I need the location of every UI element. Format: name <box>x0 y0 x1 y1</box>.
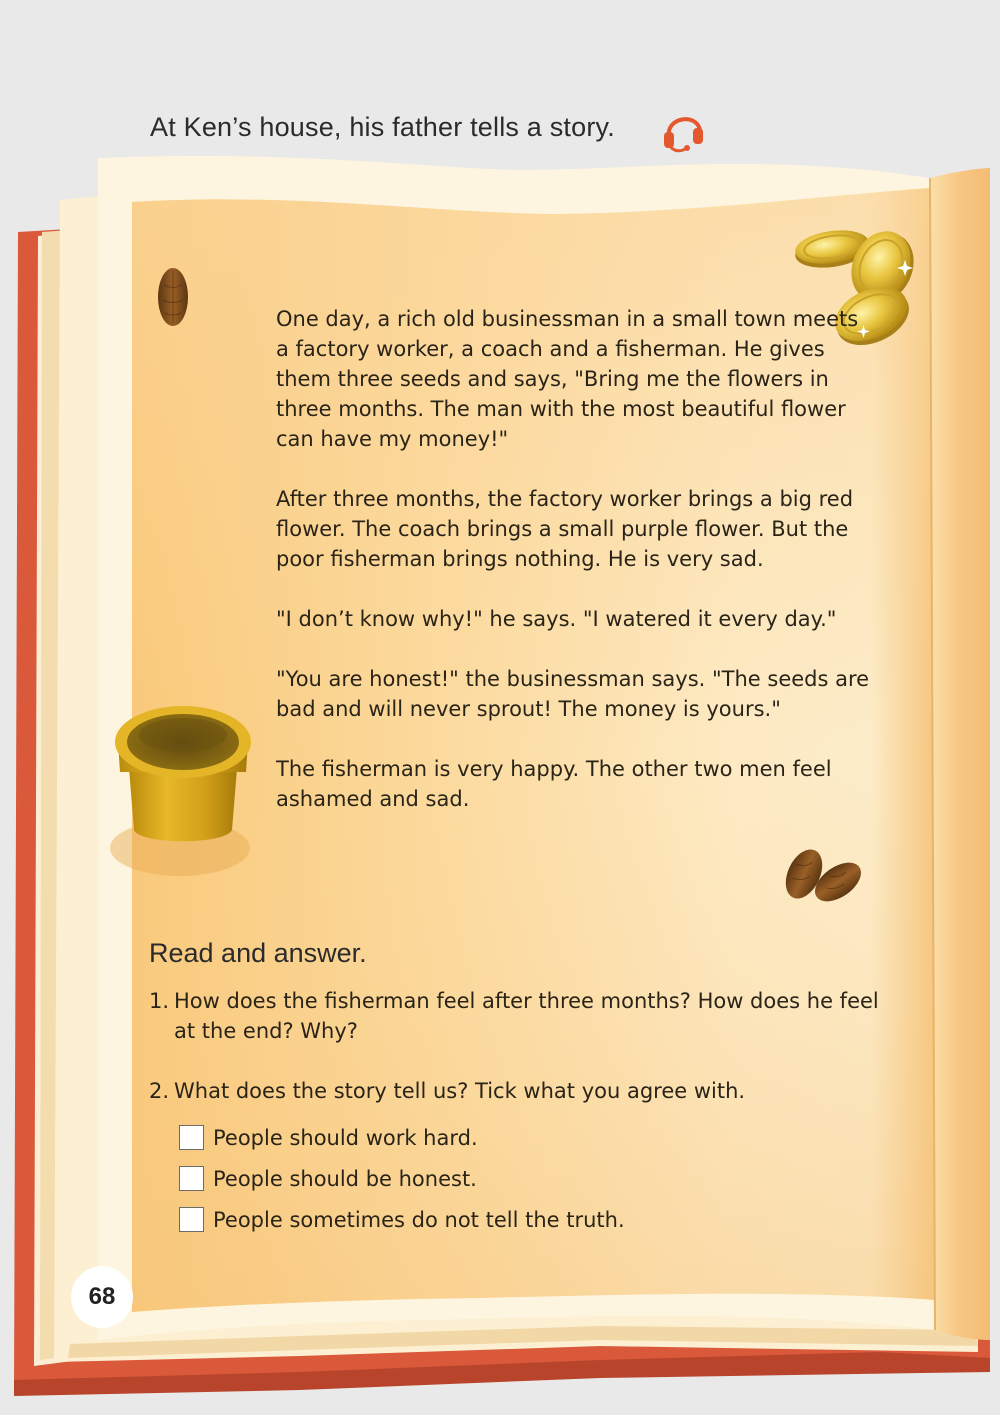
seed-decoration <box>158 268 188 326</box>
page-number: 68 <box>88 1283 116 1310</box>
flower-pot-decoration <box>110 706 251 876</box>
story-paragraph: After three months, the factory worker brings a big red flower. The coach brings a small purple flower. But the poor fisherman brings nothing. He is very sad. <box>276 487 854 571</box>
story-paragraph: The fisherman is very happy. The other two men feel ashamed and sad. <box>276 757 832 811</box>
question-1-text: How does the fisherman feel after three months? How does he feel at the end? Why? <box>174 989 879 1043</box>
option-not-tell-truth[interactable] <box>179 1199 625 1240</box>
checkbox[interactable] <box>179 1125 204 1150</box>
story-paragraph: "I don’t know why!" he says. "I watered it every day." <box>276 607 837 631</box>
question-1 <box>149 986 889 1046</box>
headphones-icon[interactable] <box>660 108 706 154</box>
checkbox[interactable] <box>179 1207 204 1232</box>
tick-options <box>179 1117 625 1240</box>
page-heading: At Ken’s house, his father tells a story. <box>150 112 615 142</box>
question-2 <box>149 1076 889 1106</box>
story-text <box>276 304 876 844</box>
option-work-hard[interactable] <box>179 1117 625 1158</box>
option-label: People sometimes do not tell the truth. <box>213 1207 625 1232</box>
question-1-number: 1. <box>149 989 170 1013</box>
question-2-number: 2. <box>149 1079 170 1103</box>
option-be-honest[interactable] <box>179 1158 625 1199</box>
exercise-title: Read and answer. <box>149 938 367 968</box>
page-number-badge <box>71 1266 133 1328</box>
story-paragraph: One day, a rich old businessman in a small town meets a factory worker, a coach and a fisherman. He gives them three seeds and says, "Bring me the flowers in three months. The man with the most beautiful flower can have my money!" <box>276 307 859 451</box>
option-label: People should work hard. <box>213 1125 478 1150</box>
story-paragraph: "You are honest!" the businessman says. "The seeds are bad and will never sprout! The money is yours." <box>276 667 870 721</box>
option-label: People should be honest. <box>213 1166 477 1191</box>
checkbox[interactable] <box>179 1166 204 1191</box>
question-2-text: What does the story tell us? Tick what you agree with. <box>174 1079 746 1103</box>
